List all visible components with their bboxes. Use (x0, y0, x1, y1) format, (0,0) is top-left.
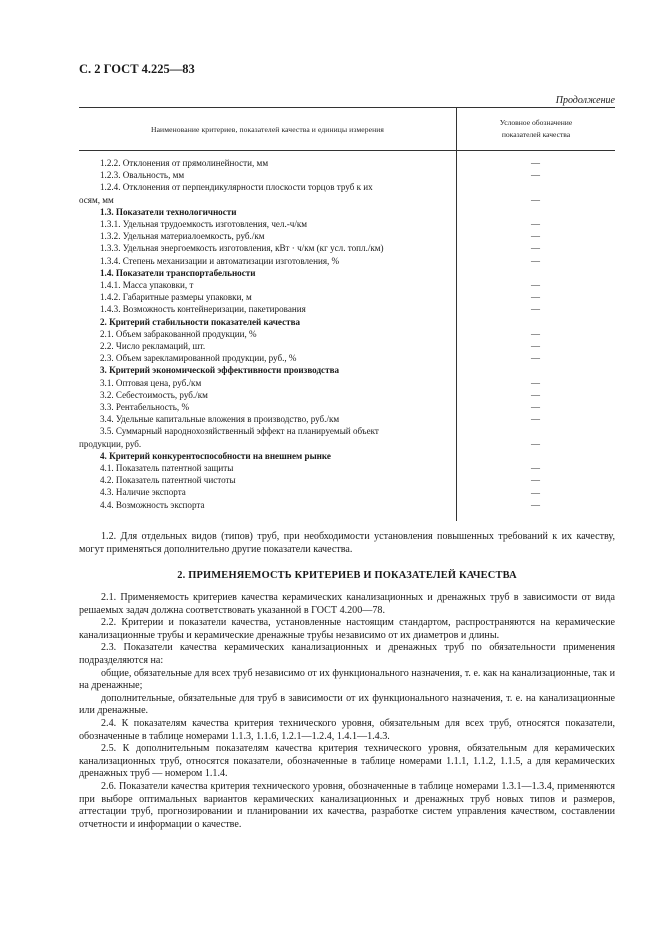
paragraph-2-1: 2.1. Применяемость критериев качества керамических канализационных и дренажных труб в зависимости от вида решаемых задач должна соответствовать указанной в ГОСТ 4.200—78. (79, 592, 615, 616)
indicator-name (79, 279, 451, 291)
indicator-name (79, 291, 451, 303)
paragraph-1-2: 1.2. Для отдельных видов (типов) труб, при необходимости установления повышенных требований к их качеству, могут применяться дополнительно другие показатели качества. (79, 531, 615, 555)
indicator-name (79, 425, 451, 449)
designation-dash: — (531, 170, 540, 181)
designation-dash: — (531, 475, 540, 486)
indicator-text: 1.4.1. Масса упаковки, т (100, 280, 194, 291)
indicator-text: 2.3. Объем зарекламированной продукции, руб., % (100, 353, 297, 364)
indicator-name (79, 486, 451, 498)
indicator-name (79, 401, 451, 413)
indicator-text: 1.4.2. Габаритные размеры упаковки, м (100, 292, 252, 303)
indicator-text: 3.1. Оптовая цена, руб./км (100, 377, 202, 388)
indicator-name (79, 255, 451, 267)
indicator-text-continuation: осям, мм (79, 194, 114, 205)
table-row (79, 499, 615, 511)
designation-dash: — (531, 194, 540, 205)
paragraph-2-3-additional: дополнительные, обязательные для труб в зависимости от их функционального назначения, т. е. на канализационные или дренажные. (79, 692, 615, 717)
indicator-text: 4.1. Показатель патентной защиты (100, 463, 234, 474)
group-heading (79, 316, 451, 328)
table-row (79, 181, 615, 205)
indicator-name (79, 389, 451, 401)
group-heading (79, 206, 451, 218)
designation-dash: — (531, 389, 540, 400)
indicator-name (79, 340, 451, 352)
indicator-text: 2.2. Число рекламаций, шт. (100, 341, 206, 352)
table-row (79, 316, 615, 328)
indicator-text: 3.5. Суммарный народнохозяйственный эффект на планируемый объект (100, 426, 379, 437)
indicator-text: 1.3.2. Удельная материалоемкость, руб./км (100, 231, 265, 242)
table-row (79, 206, 615, 218)
indicator-text: 4. Критерий конкурентоспособности на внешнем рынке (100, 450, 331, 461)
designation-dash: — (531, 499, 540, 510)
indicator-text: 1.3. Показатели технологичности (100, 206, 237, 217)
table-header (79, 107, 615, 151)
indicator-name (79, 377, 451, 389)
table-row (79, 169, 615, 181)
indicator-name (79, 157, 451, 169)
indicator-text: 1.2.3. Овальность, мм (100, 170, 185, 181)
table-row (79, 255, 615, 267)
designation-dash: — (531, 353, 540, 364)
continuation-label: Продолжение (555, 95, 615, 106)
group-heading (79, 450, 451, 462)
designation-dash: — (531, 487, 540, 498)
paragraph-2-5: 2.5. К дополнительным показателям качества критерия технического уровня, обязательным для керамических канализационных труб, относятся показатели, обозначенные в таблице номерами 1.1.1, 1.1.2, 1.1.5, а для керамических дренажных труб — номером 1.1.4. (79, 743, 615, 780)
indicator-name (79, 413, 451, 425)
column-header-name: Наименование критериев, показателей качества и единицы измерения (151, 124, 384, 134)
indicator-text: 3.3. Рентабельность, % (100, 402, 190, 413)
indicator-text: 4.4. Возможность экспорта (100, 499, 205, 510)
indicator-name (79, 303, 451, 315)
indicator-text: 3.4. Удельные капитальные вложения в производство, руб./км (100, 414, 340, 425)
indicator-name (79, 169, 451, 181)
paragraph-2-6: 2.6. Показатели качества критерия технического уровня, обозначенные в таблице номерами 1.3.1—1.3.4, применяются при выборе оптимальных вариантов керамических канализационных и дренажных труб новых типов и размеров, аттестации труб, прогнозировании и планировании их качества, разработке систем управления качеством, составлении отчетности и информации о качестве. (79, 780, 615, 830)
indicator-name (79, 181, 451, 205)
indicator-text: 1.2.2. Отклонения от прямолинейности, мм (100, 158, 269, 168)
page-header: С. 2 ГОСТ 4.225—83 (79, 62, 195, 76)
paragraph-2-3: 2.3. Показатели качества керамических канализационных и дренажных труб по обязательности применения подразделяются на: (79, 642, 615, 666)
table-rows (79, 157, 615, 511)
indicator-text: 1.4. Показатели транспортабельности (100, 267, 256, 278)
indicator-text-continuation: продукции, руб. (79, 438, 142, 449)
designation-dash: — (531, 463, 540, 474)
indicator-name (79, 474, 451, 486)
table-row (79, 279, 615, 291)
section-2-title: 2. ПРИМЕНЯЕМОСТЬ КРИТЕРИЕВ И ПОКАЗАТЕЛЕЙ КАЧЕСТВА (177, 570, 517, 581)
indicator-text: 4.2. Показатель патентной чистоты (100, 475, 236, 486)
table-row (79, 389, 615, 401)
table-row (79, 486, 615, 498)
designation-dash: — (531, 341, 540, 352)
table-body (79, 151, 615, 521)
table-row (79, 267, 615, 279)
column-header-designation-line2: показателей качества (501, 130, 571, 139)
indicator-name (79, 328, 451, 340)
designation-dash: — (531, 219, 540, 230)
table-row (79, 413, 615, 425)
table-row (79, 242, 615, 254)
table-row (79, 462, 615, 474)
paragraph-2-2: 2.2. Критерии и показатели качества, установленные настоящим стандартом, распространяются на керамические канализационные трубы и керамические дренажные трубы независимо от их диаметров и длины. (79, 617, 615, 641)
indicator-name (79, 499, 451, 511)
paragraph-2-3-general: общие, обязательные для всех труб независимо от их функционального назначения, т. е. как на канализационные, так и на дренажные; (79, 667, 615, 692)
designation-dash: — (531, 328, 540, 339)
designation-dash: — (531, 377, 540, 388)
note-1-2 (79, 531, 615, 556)
table-row (79, 377, 615, 389)
table-row (79, 401, 615, 413)
designation-dash: — (531, 402, 540, 413)
designation-dash: — (531, 231, 540, 242)
table-row (79, 291, 615, 303)
table-row (79, 352, 615, 364)
designation-dash: — (531, 158, 540, 169)
indicator-text: 1.3.3. Удельная энергоемкость изготовления, кВт · ч/км (кг усл. топл./км) (100, 243, 384, 254)
criteria-table (79, 107, 615, 521)
indicator-text: 2. Критерий стабильности показателей качества (100, 316, 301, 327)
column-header-designation (456, 108, 615, 150)
indicator-name (79, 462, 451, 474)
designation-dash: — (531, 292, 540, 303)
table-row (79, 364, 615, 376)
table-row (79, 157, 615, 169)
indicator-text: 1.2.4. Отклонения от перпендикулярности плоскости торцов труб к их (100, 182, 373, 193)
designation-dash: — (531, 243, 540, 254)
paragraph-2-4: 2.4. К показателям качества критерия технического уровня, обязательным для всех труб, относятся показатели, обозначенные в таблице номерами 1.1.3, 1.1.6, 1.2.1—1.2.4, 1.4.1—1.4.3. (79, 717, 615, 742)
designation-dash: — (531, 414, 540, 425)
designation-dash: — (531, 280, 540, 291)
column-header-designation-line1: Условное обозначение (499, 118, 573, 127)
indicator-text: 1.4.3. Возможность контейнеризации, пакетирования (100, 304, 306, 315)
group-heading (79, 267, 451, 279)
indicator-text: 4.3. Наличие экспорта (100, 487, 186, 498)
indicator-text: 2.1. Объем забракованной продукции, % (100, 328, 257, 339)
indicator-text: 3.2. Себестоимость, руб./км (100, 389, 208, 400)
indicator-text: 1.3.1. Удельная трудоемкость изготовления, чел.-ч/км (100, 219, 308, 230)
table-row (79, 425, 615, 449)
table-row (79, 328, 615, 340)
indicator-text: 1.3.4. Степень механизации и автоматизации изготовления, % (100, 255, 340, 266)
indicator-name (79, 230, 451, 242)
designation-dash: — (531, 255, 540, 266)
table-row (79, 474, 615, 486)
indicator-name (79, 218, 451, 230)
indicator-name (79, 352, 451, 364)
table-row (79, 303, 615, 315)
section-2-body (79, 592, 615, 831)
group-heading (79, 364, 451, 376)
indicator-name (79, 242, 451, 254)
designation-dash: — (531, 438, 540, 449)
table-row (79, 340, 615, 352)
designation-dash: — (531, 304, 540, 315)
table-row (79, 230, 615, 242)
indicator-text: 3. Критерий экономической эффективности производства (100, 365, 340, 376)
table-row (79, 218, 615, 230)
table-row (79, 450, 615, 462)
